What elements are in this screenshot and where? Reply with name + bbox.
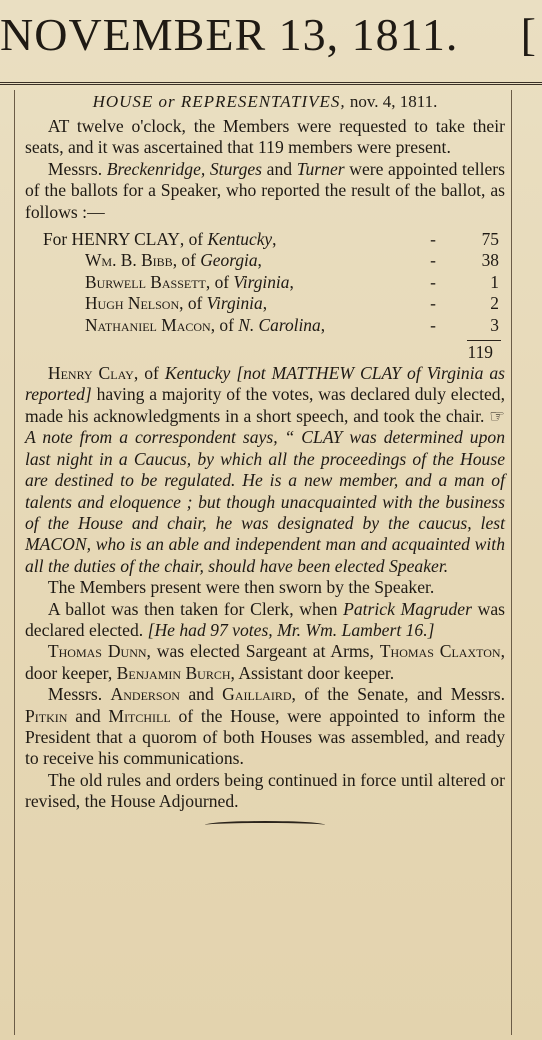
assistant-door-keeper-name: Benjamin Burch [116,662,231,683]
candidate-votes: 3 [490,314,499,335]
candidate-name: Wm. B. Bibb, of Georgia, [85,250,262,271]
messrs-label-2: Messrs. [47,684,103,705]
and-word: and [266,158,293,179]
ballot-row [25,293,505,314]
paragraph-5-text-b: was declared elected. [25,598,506,640]
candidate-votes: 1 [490,271,499,292]
clerk-name: Patrick Magruder [343,598,472,619]
paragraph-1: AT twelve o'clock, the Members were requested to take their seats, and it was ascertained that 119 members were present. [25,116,505,158]
correction-note: [not MATTHEW CLAY of Virginia as reported] [25,363,506,405]
candidate-name: Nathaniel Macon, of N. Carolina, [85,314,326,335]
candidate-name: For HENRY CLAY, of Kentucky, [43,229,277,250]
candidate-votes: 75 [481,229,499,250]
of-word: , of [133,363,159,384]
masthead-bracket: [ [520,9,536,60]
correspondent-note: A note from a correspondent says, “ CLAY was determined upon last night in a Caucus, by which all the proceedings of the House are destined to be regulated. He is a new member, and a man of talents and eloquence ; but though unacquainted with the business of the House and chair, he was designated by the caucus, lest MACON, who is an able and independent man and acquainted with all the duties of the chair, should have been elected Speaker. [25,427,505,576]
clay-state: Kentucky [164,363,231,384]
paragraph-7-text-b: , of the Senate, and Messrs. [291,684,506,705]
paragraph-2 [25,159,505,223]
heading-date: nov. 4, 1811. [349,92,438,111]
paragraph-7 [25,684,505,770]
and-word-2: and [188,684,214,705]
paragraph-7-text-c: of the House, were appointed to inform the President that a quorom of both Houses was assembled, and ready to receive his communications. [25,705,506,769]
candidate-name: Hugh Nelson, of Virginia, [85,293,268,314]
representative-name-1: Pitkin [25,705,68,726]
ballot-dash: - [430,250,436,271]
paragraph-6-text-a: , was elected Sargeant at Arms, [146,641,374,662]
senator-name-2: Gaillaird [222,684,292,705]
paragraph-5-text: A ballot was then taken for Clerk, when [47,598,338,619]
closing-rule [205,821,325,829]
paragraph-3 [25,363,505,577]
ballot-dash: - [430,314,436,335]
representative-name-2: Mitchill [108,705,171,726]
heading-title: HOUSE or REPRESENTATIVES, [92,92,346,111]
ballot-row [25,229,505,250]
pointing-hand-icon: ☞ [489,405,506,426]
paragraph-2-text: were appointed tellers of the ballots for a Speaker, who reported the result of the ballot, as follows :— [25,158,506,222]
teller-name-3: Turner [296,158,345,179]
clay-name: Henry Clay [47,363,134,384]
messrs-label: Messrs. [47,158,103,179]
paragraph-8: The old rules and orders being continued in force until altered or revised, the House Adjourned. [25,769,505,812]
masthead [0,0,542,85]
teller-names: Breckenridge, Sturges [106,158,263,179]
article-column [14,90,512,1035]
ballot-dash: - [430,271,436,292]
article-heading [25,92,505,112]
and-word-3: and [75,705,101,726]
clerk-vote-note: [He had 97 votes, Mr. Wm. Lambert 16.] [147,619,435,640]
paragraph-6 [25,641,505,684]
ballot-row [25,250,505,271]
ballot-dash: - [430,229,436,250]
paragraph-6-text-c: , Assistant door keeper. [230,662,395,683]
paragraph-3-text: having a majority of the votes, was declared duly elected, made his acknowledgments in a short speech, and took the chair. [25,384,505,426]
ballot-dash: - [430,293,436,314]
ballot-row [25,315,505,336]
ballot-results [25,229,505,336]
door-keeper-name: Thomas Claxton [379,641,501,662]
paragraph-6-text-b: , door keeper, [25,641,505,683]
candidate-votes: 2 [490,293,499,314]
paragraph-4: The Members present were then sworn by the Speaker. [47,577,435,598]
candidate-name: Burwell Bassett, of Virginia, [85,271,294,292]
senator-name-1: Anderson [110,684,180,705]
ballot-total: 119 [467,342,493,363]
issue-date: NOVEMBER 13, 1811. [0,9,459,60]
sargeant-name: Thomas Dunn [47,641,147,662]
candidate-votes: 38 [481,250,499,271]
ballot-row [25,272,505,293]
paragraph-5 [25,599,505,642]
